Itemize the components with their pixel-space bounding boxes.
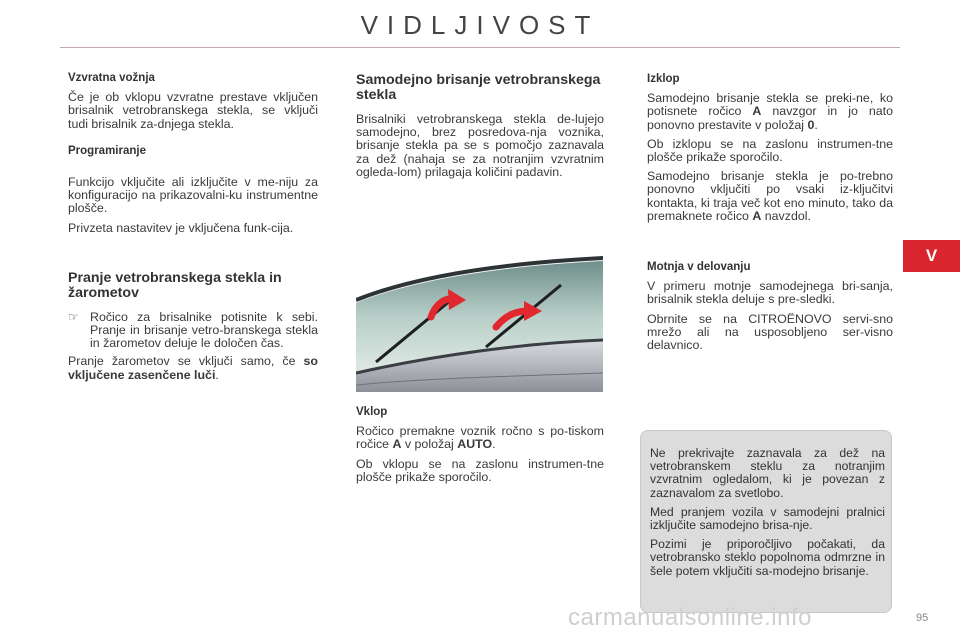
washing-text: Pranje žarometov se vključi samo, če so vključene zasenčene luči. [68, 354, 318, 382]
malfunction-text-1: V primeru motnje samodejnega bri-sanja, brisalnik stekla deluje s pre-sledki. [647, 279, 893, 307]
on-text-2: Ob vklopu se na zaslonu instrumen-tne plošče prikaže sporočilo. [356, 456, 604, 484]
washing-bullet [68, 311, 318, 351]
chapter-tab[interactable]: V [903, 240, 960, 272]
reverse-text: Če je ob vklopu vzvratne prestave vključen brisalnik vetrobranskega stekla, se vključi tudi brisalnik za-dnjega stekla. [68, 90, 318, 131]
middle-column-lower [356, 406, 604, 490]
malfunction-text-2: Obrnite se na CITROËNOVO servi-sno mrežo ali na usposobljeno ser-visno delavnico. [647, 311, 893, 353]
left-column [68, 72, 318, 388]
middle-column [356, 73, 604, 185]
programming-text-2: Privzeta nastavitev je vključena funk-cija. [68, 220, 294, 235]
washing-heading: Pranje vetrobranskega stekla in žarometov [68, 269, 282, 301]
note-box [640, 430, 892, 613]
off-text-1: Samodejno brisanje stekla se preki-ne, ko potisnete ročico A navzgor in jo nato ponovno prestavite v položaj 0. [647, 91, 893, 132]
washing-text-emphasis: so vključene zasenčene luči [68, 354, 318, 382]
pointing-hand-icon: ☞ [68, 309, 79, 324]
on-text-1: Ročico premakne voznik ročno s po-tiskom ročice A v položaj AUTO. [356, 424, 604, 452]
on-heading: Vklop [356, 406, 388, 418]
off-text-2: Ob izklopu se na zaslonu instrumen-tne plošče prikaže sporočilo. [647, 136, 893, 165]
title-divider [60, 47, 900, 48]
malfunction-heading: Motnja v delovanju [647, 261, 751, 274]
washing-bullet-text: Ročico za brisalnike potisnite k sebi. Pranje in brisanje vetro-branskega stekla in žarometov deluje le določen čas. [90, 309, 318, 351]
note-text-2: Med pranjem vozila v samodejni pralnici izključite samodejno brisa-nje. [650, 504, 885, 533]
programming-text-1: Funkcijo vključite ali izključite v me-niju za konfiguracijo na prikazovalni-ku instrumentne plošče. [68, 175, 318, 216]
windscreen-wiper-photo [356, 245, 603, 392]
page-title: VIDLJIVOST [360, 10, 600, 40]
off-text-3: Samodejno brisanje stekla je po-trebno ponovno vključiti po vsaki iz-ključitvi kontakta, ki traja več kot eno minuto, tako da premaknete ročico A navzdol. [647, 169, 893, 223]
auto-wipe-text: Brisalniki vetrobranskega stekla de-lujejo samodejno, brez posredova-nja voznika, brisanje stekla pa se s pomočjo zaznavala za dež (nahaja se za notranjim vzvratnim ogleda-lom) prilagaja količini padavin. [356, 112, 604, 179]
note-text-1: Ne prekrivajte zaznavala za dež na vetrobranskem steklu za notranjim vzvratnim ogledalom, ki je povezan z zaznavalom za svetlobo. [650, 446, 885, 500]
watermark: carmanualsonline.info [568, 604, 812, 631]
reverse-heading: Vzvratna vožnja [68, 72, 155, 84]
programming-heading: Programiranje [68, 144, 146, 157]
right-column [647, 73, 893, 358]
page-number: 95 [916, 612, 929, 624]
off-heading: Izklop [647, 73, 680, 85]
auto-wipe-heading: Samodejno brisanje vetrobranskega stekla [356, 72, 601, 103]
note-text-3: Pozimi je priporočljivo počakati, da vetrobransko steklo popolnoma odmrzne in šele potem vključiti sa-modejno brisanje. [650, 537, 885, 578]
